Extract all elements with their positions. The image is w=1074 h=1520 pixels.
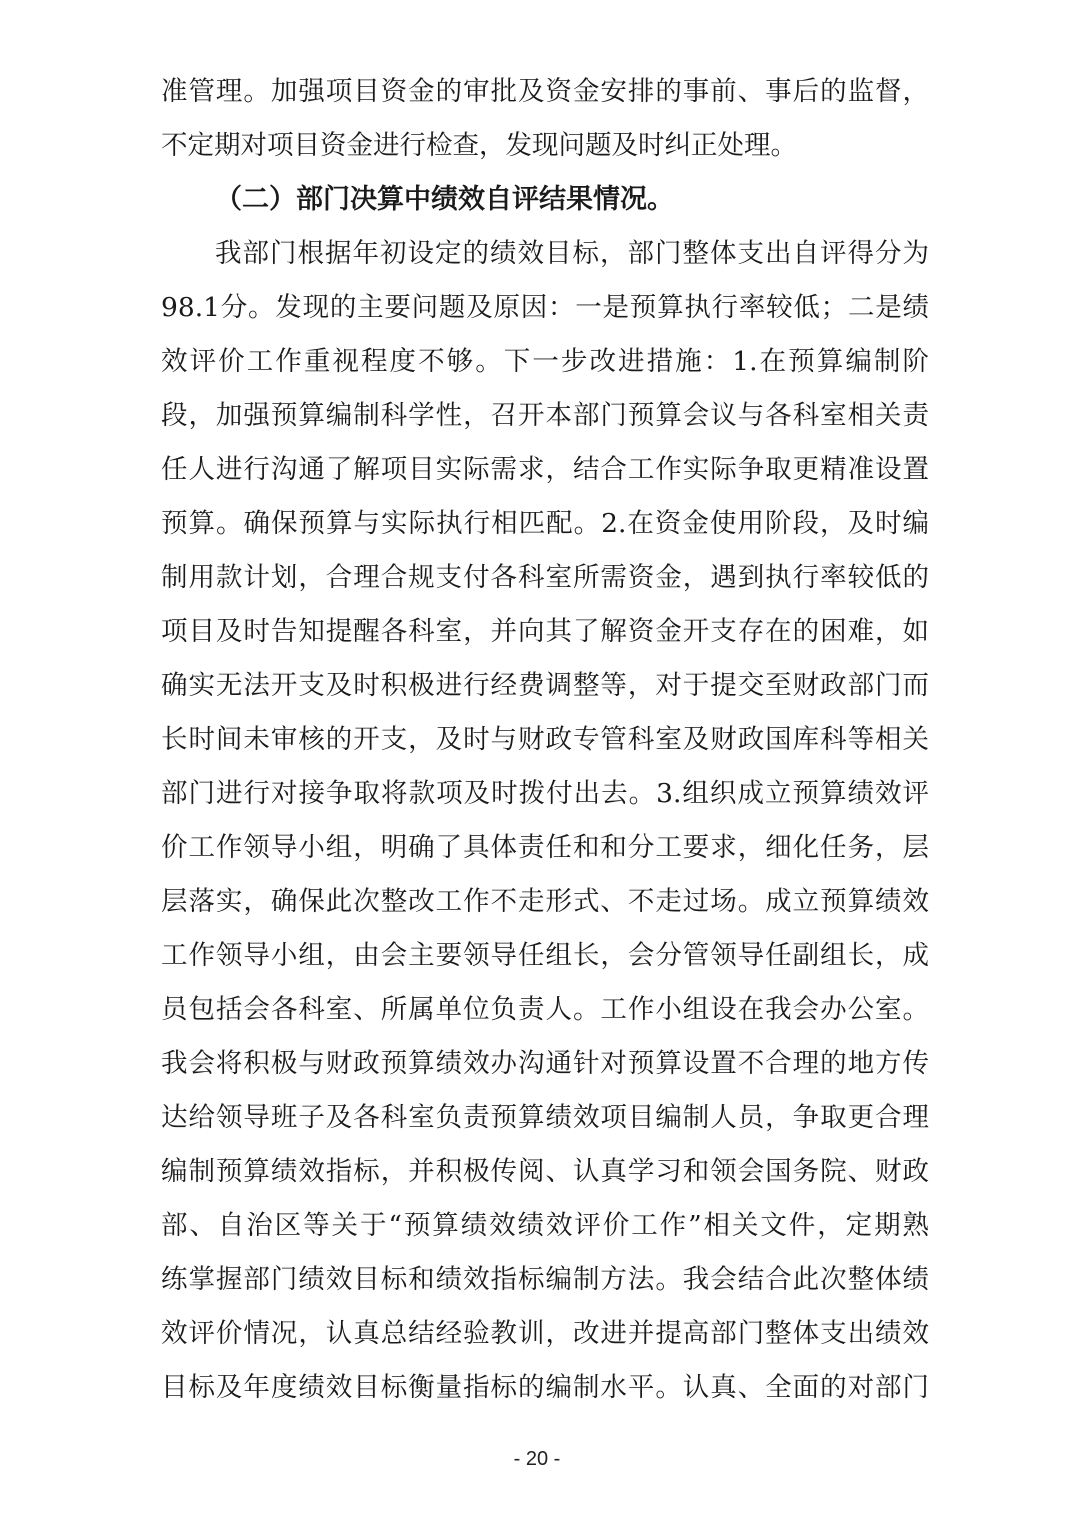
text-line: 练掌握部门绩效目标和绩效指标编制方法。我会结合此次整体绩	[161, 1264, 929, 1295]
text-line: 价工作领导小组，明确了具体责任和和分工要求，细化任务，层	[161, 832, 929, 863]
text-line: 部门进行对接争取将款项及时拨付出去。3.组织成立预算绩效评	[161, 778, 929, 809]
text-line: 段，加强预算编制科学性，召开本部门预算会议与各科室相关责	[161, 400, 929, 431]
text-line: 员包括会各科室、所属单位负责人。工作小组设在我会办公室。	[161, 994, 929, 1025]
text-line: 部、自治区等关于“预算绩效绩效评价工作”相关文件，定期熟	[161, 1210, 929, 1241]
text-line: 项目及时告知提醒各科室，并向其了解资金开支存在的困难，如	[161, 616, 929, 647]
text-line: 预算。确保预算与实际执行相匹配。2.在资金使用阶段，及时编	[161, 508, 929, 539]
text-line: 制用款计划，合理合规支付各科室所需资金，遇到执行率较低的	[161, 562, 929, 593]
text-line: 效评价情况，认真总结经验教训，改进并提高部门整体支出绩效	[161, 1318, 929, 1349]
text-line: 98.1分。发现的主要问题及原因：一是预算执行率较低；二是绩	[161, 292, 929, 323]
text-line: 不定期对项目资金进行检查，发现问题及时纠正处理。	[161, 130, 797, 161]
text-line: 层落实，确保此次整改工作不走形式、不走过场。成立预算绩效	[161, 886, 929, 917]
text-line: 编制预算绩效指标，并积极传阅、认真学习和领会国务院、财政	[161, 1156, 929, 1187]
text-line: 效评价工作重视程度不够。下一步改进措施：1.在预算编制阶	[161, 346, 929, 377]
text-line: 任人进行沟通了解项目实际需求，结合工作实际争取更精准设置	[161, 454, 929, 485]
paragraph-first-line: 我部门根据年初设定的绩效目标，部门整体支出自评得分为	[215, 238, 929, 269]
text-line: 达给领导班子及各科室负责预算绩效项目编制人员，争取更合理	[161, 1102, 929, 1133]
text-line: 目标及年度绩效目标衡量指标的编制水平。认真、全面的对部门	[161, 1372, 929, 1403]
text-line: 确实无法开支及时积极进行经费调整等，对于提交至财政部门而	[161, 670, 929, 701]
text-line: 我会将积极与财政预算绩效办沟通针对预算设置不合理的地方传	[161, 1048, 929, 1079]
page-number: - 20 -	[513, 1448, 561, 1470]
text-line: 工作领导小组，由会主要领导任组长，会分管领导任副组长，成	[161, 940, 929, 971]
text-line: 准管理。加强项目资金的审批及资金安排的事前、事后的监督，	[161, 76, 929, 107]
text-line: 长时间未审核的开支，及时与财政专管科室及财政国库科等相关	[161, 724, 929, 755]
section-heading: （二）部门决算中绩效自评结果情况。	[215, 184, 674, 215]
